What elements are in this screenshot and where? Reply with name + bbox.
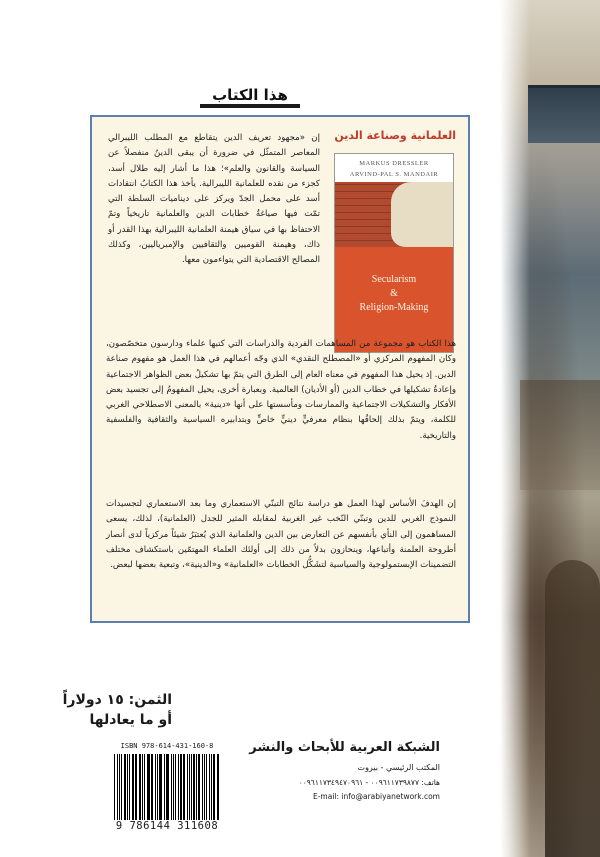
barcode-stripe	[218, 754, 219, 820]
book-cover-image	[334, 153, 454, 353]
paragraph-2: هذا الكتاب هو مجموعة من المساهمات الفردية والدراسات التي كتبها علماء ودارسون متخصّصون، وكان المفهوم المركزي أو «المصطلح النقدي» الذي وجّه أعمالهم في هذا العمل هو مفهوم صناعة الدين. إذ يحيل هذا المفهوم في معناه العام إلى الطرق التي يتمّ بها تشكيلُ بعض الظواهر الاجتماعية وإعادةُ تشكيلها في خطاب الدين (أو الأديان) العالمية. وبعبارة أخرى، يحيل المفهومُ إلى تجسيد بعض الأفكار والتشكيلات الاجتماعية والممارسات ومأسستها على أنها «دينية» بالمعنى الاصطلاحي الغربي للكلمة، ويتمّ بذلك إلحاقُها بنظام معرفيٍّ دينيٍّ خاصٍّ وبتدابيره السياسية والثقافية والفلسفية والتاريخية.	[106, 339, 456, 441]
barcode-stripe	[132, 754, 134, 820]
book-arabic-title: العلمانية وصناعة الدين	[334, 129, 456, 142]
publisher-email: E-mail: info@arabiyanetwork.com	[312, 792, 440, 801]
author-2: ARVIND-PAL S. MANDAIR	[349, 171, 439, 178]
isbn-text: ISBN 978-614-431-160-8	[120, 742, 214, 750]
barcode-stripe	[127, 754, 128, 820]
artwork-figure	[545, 560, 600, 857]
book-authors	[335, 154, 453, 182]
barcode-stripe	[117, 754, 118, 820]
barcode-stripe	[139, 754, 141, 820]
barcode-stripe	[142, 754, 144, 820]
book-english-title	[335, 273, 453, 315]
barcode-stripe	[144, 754, 145, 820]
barcode-stripe	[209, 754, 210, 820]
barcode-stripe	[183, 754, 185, 820]
barcode-stripe	[204, 754, 205, 820]
barcode-stripe	[157, 754, 159, 820]
barcode-stripe	[136, 754, 137, 820]
plaster-wall	[391, 182, 453, 247]
title-line-1: Secularism	[371, 274, 417, 285]
barcode-stripe	[175, 754, 177, 820]
barcode-stripe	[193, 754, 195, 820]
barcode-stripe	[213, 754, 215, 820]
barcode-stripe	[191, 754, 192, 820]
title-line-2: &	[390, 288, 398, 299]
barcode-stripe	[152, 754, 153, 820]
barcode-stripe	[189, 754, 190, 820]
barcode-stripe	[119, 754, 121, 820]
barcode-bars	[114, 754, 220, 820]
paragraph-1: إن «مجهود تعريف الدين يتقاطع مع المطلب الليبرالي المعاصر المتمثّل في ضرورة أن يبقى الدينُ منفصلاً عن السياسة والقانون والعلم»؛ هذا ما أشار إليه طلال أسد، كجزء من نقده للعلمانية الليبرالية. يأخذ هذا الكتابُ انتقادات أسد على محمل الجدّ ويركز على ديناميات السلطة التي تمّت فيها صياغةُ خطابات الدين والعلمانية تاريخياً وتمّ الاحتفاظ بها في سياق هيمنة العلمانية الليبرالية بهذا القدر أو ذاك، وهيمنة القوميين والثقافيين والإمبرياليين، وكذلك المصالح الاقتصادية التي يتواءمون معها.	[108, 133, 320, 266]
publisher-name: الشبكة العربية للأبحاث والنشر	[249, 740, 440, 755]
barcode	[108, 736, 226, 846]
barcode-stripe	[167, 754, 169, 820]
publisher-info	[245, 740, 440, 801]
barcode-stripe	[166, 754, 167, 820]
barcode-stripe	[206, 754, 208, 820]
barcode-stripe	[151, 754, 152, 820]
barcode-stripe	[187, 754, 188, 820]
barcode-stripe	[114, 754, 115, 820]
barcode-number: 9 786144 311608	[115, 820, 219, 832]
barcode-stripe	[211, 754, 212, 820]
cover-artwork-strip	[500, 0, 600, 857]
barcode-stripe	[217, 754, 218, 820]
barcode-stripe	[171, 754, 172, 820]
artwork-building	[528, 85, 600, 143]
paragraph-3: إن الهدفَ الأساس لهذا العمل هو دراسة نتائج التبنّي الاستعماري وما بعد الاستعماري لتجسيدات النموذج الغربي للدين وتبنّي النّخب غير الغربية لمقابله المثير للجدل (العلمانية)، لذلك، يسعى المساهمون إلى النأي بأنفسهم عن التعارض بين الدين والعلمانية الذي يُعتبَرُ شيئاً مركزياً لدى أنصار أطروحة العلمنة وأتباعها، وينحازون بدلاً من ذلك إلى أولئك العلماء المهتمّين باستكشاف مختلف التضمينات الإبستمولوجية والسياسية لتشَكُّل الخطابات «العلمانية» و«الدينية»، وتبعية بعضها لبعض.	[106, 499, 456, 571]
barcode-stripe	[129, 754, 130, 820]
barcode-stripe	[124, 754, 126, 820]
price-line-1: الثمن: ١٥ دولاراً	[62, 692, 172, 708]
price-line-2: أو ما يعادلها	[89, 712, 172, 728]
barcode-stripe	[196, 754, 197, 820]
barcode-stripe	[202, 754, 203, 820]
artwork-arch	[520, 380, 600, 490]
publisher-office: المكتب الرئيسي - بيروت	[357, 763, 440, 772]
title-line-3: Religion-Making	[359, 302, 429, 313]
publisher-phone: هاتف: ٠٠٩٦١١٧٣٩٨٧٧ - ٠٠٩٦١١٧٣٤٩٤٧٠٩٦١	[298, 778, 440, 787]
barcode-stripe	[121, 754, 122, 820]
barcode-stripe	[173, 754, 174, 820]
barcode-stripe	[180, 754, 182, 820]
book-cover-photo	[335, 182, 453, 247]
barcode-stripe	[147, 754, 149, 820]
barcode-stripe	[198, 754, 200, 820]
section-heading: هذا الكتاب	[212, 86, 288, 104]
barcode-stripe	[159, 754, 161, 820]
description-panel	[90, 115, 470, 623]
heading-underline	[200, 104, 300, 108]
barcode-stripe	[155, 754, 156, 820]
barcode-stripe	[164, 754, 165, 820]
barcode-stripe	[135, 754, 136, 820]
price-block	[2, 690, 172, 730]
barcode-stripe	[178, 754, 179, 820]
author-1: MARKUS DRESSLER	[359, 160, 429, 167]
